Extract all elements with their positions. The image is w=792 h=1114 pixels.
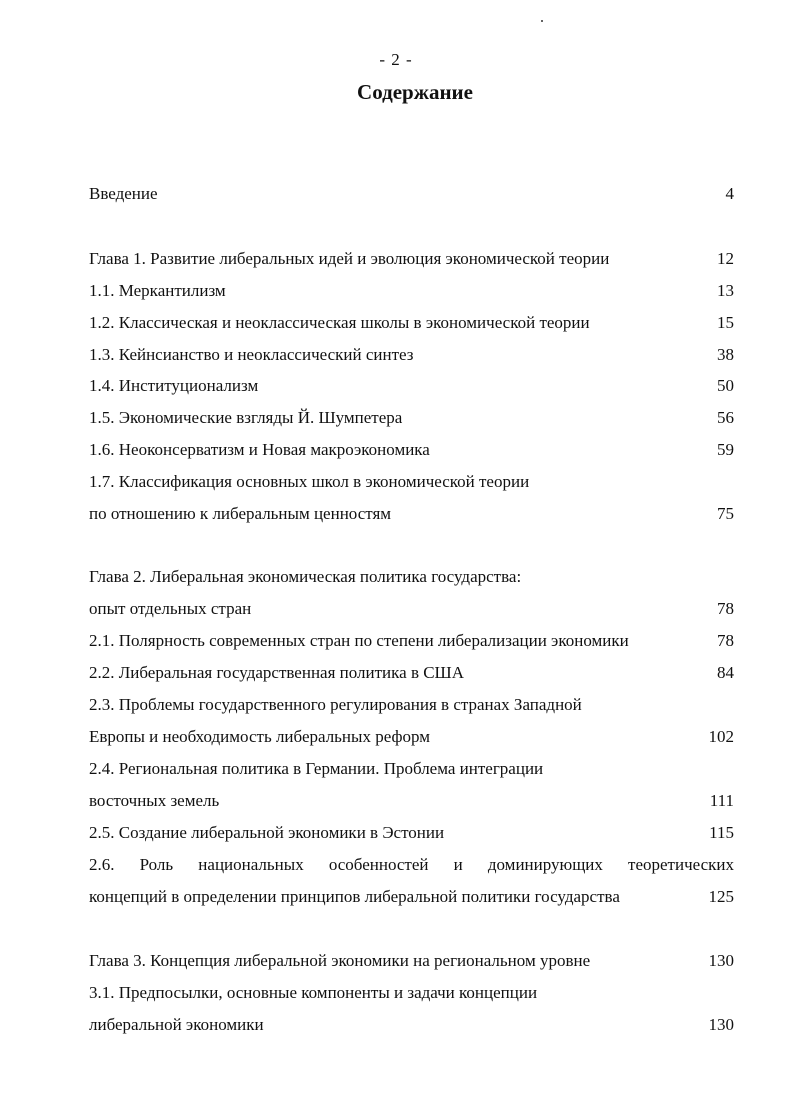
toc-entry-text: 1.5. Экономические взгляды Й. Шумпетера [89,408,403,427]
toc-entry [89,470,719,494]
toc-entry [89,1013,734,1037]
toc-entry [89,661,734,685]
toc-entry-text: Глава 1. Развитие либеральных идей и эволюция экономической теории [89,249,610,268]
toc-entry [89,885,734,909]
toc-entry-page: 78 [717,631,734,650]
toc-entry [89,438,734,462]
toc-entry-text: Глава 2. Либеральная экономическая политика государства: [89,567,522,586]
toc-entry-page: 50 [717,376,734,395]
toc-entry-text: либеральной экономики [89,1015,264,1034]
toc-entry-page: 78 [717,599,734,618]
toc-entry-text: 1.7. Классификация основных школ в экономической теории [89,472,530,491]
toc-entry [89,182,734,206]
toc-entry-page: 4 [725,184,734,203]
toc-entry-page: 111 [709,791,734,810]
toc-entry-text: 1.6. Неоконсерватизм и Новая макроэкономика [89,440,430,459]
toc-entry [89,279,734,303]
toc-entry-text: 2.5. Создание либеральной экономики в Эстонии [89,823,445,842]
toc-entry-text: по отношению к либеральным ценностям [89,504,392,523]
toc-entry [89,757,719,781]
toc-entry-text: 1.1. Меркантилизм [89,281,226,300]
toc-entry-page: 84 [717,663,734,682]
toc-entry [89,981,719,1005]
toc-entry-text: 2.3. Проблемы государственного регулирования в странах Западной [89,695,582,714]
toc-entry [89,789,734,813]
toc-entry [89,374,734,398]
toc-entry [89,247,734,271]
toc-entry-page: 115 [709,823,734,842]
scan-speck [541,20,543,22]
toc-entry [89,565,719,589]
toc-entry-page: 38 [717,345,734,364]
toc-entry-text: 2.2. Либеральная государственная политика в США [89,663,464,682]
toc-entry-text: 3.1. Предпосылки, основные компоненты и задачи концепции [89,983,538,1002]
toc-entry [89,693,719,717]
toc-entry-text: 1.3. Кейнсианство и неоклассический синтез [89,345,414,364]
toc-entry-text: восточных земель [89,791,220,810]
toc-entry [89,597,734,621]
toc-entry-text: Европы и необходимость либеральных реформ [89,727,430,746]
toc-entry [89,343,734,367]
toc-entry-page: 130 [708,951,734,970]
toc-entry [89,406,734,430]
page-number: - 2 - [379,50,413,69]
toc-entry-text: Глава 3. Концепция либеральной экономики на региональном уровне [89,951,591,970]
toc-entry [89,853,734,877]
toc-entry-text: концепций в определении принципов либеральной политики государства [89,887,620,906]
toc-entry-text: 2.4. Региональная политика в Германии. Проблема интеграции [89,759,544,778]
toc-entry-page: 75 [717,504,734,523]
toc-entry-text: 2.6. Роль национальных особенностей и доминирующих теоретических [89,855,734,874]
toc-entry-page: 59 [717,440,734,459]
toc-entry-page: 12 [717,249,734,268]
toc-entry [89,725,734,749]
toc-entry [89,949,734,973]
toc-entry-text: 1.4. Институционализм [89,376,259,395]
toc-entry-page: 130 [708,1015,734,1034]
toc-entry-page: 125 [708,887,734,906]
toc-entry [89,502,734,526]
toc-entry [89,311,734,335]
toc-entry-page: 56 [717,408,734,427]
toc-entry-text: 1.2. Классическая и неоклассическая школы в экономической теории [89,313,590,332]
toc-entry-page: 13 [717,281,734,300]
toc-entry-page: 15 [717,313,734,332]
page-title: Содержание [357,80,473,104]
toc-entry-text: 2.1. Полярность современных стран по степени либерализации экономики [89,631,629,650]
toc-entry-text: опыт отдельных стран [89,599,252,618]
toc-entry [89,821,734,845]
toc-entry-page: 102 [708,727,734,746]
toc-entry [89,629,734,653]
toc-entry-text: Введение [89,184,158,203]
